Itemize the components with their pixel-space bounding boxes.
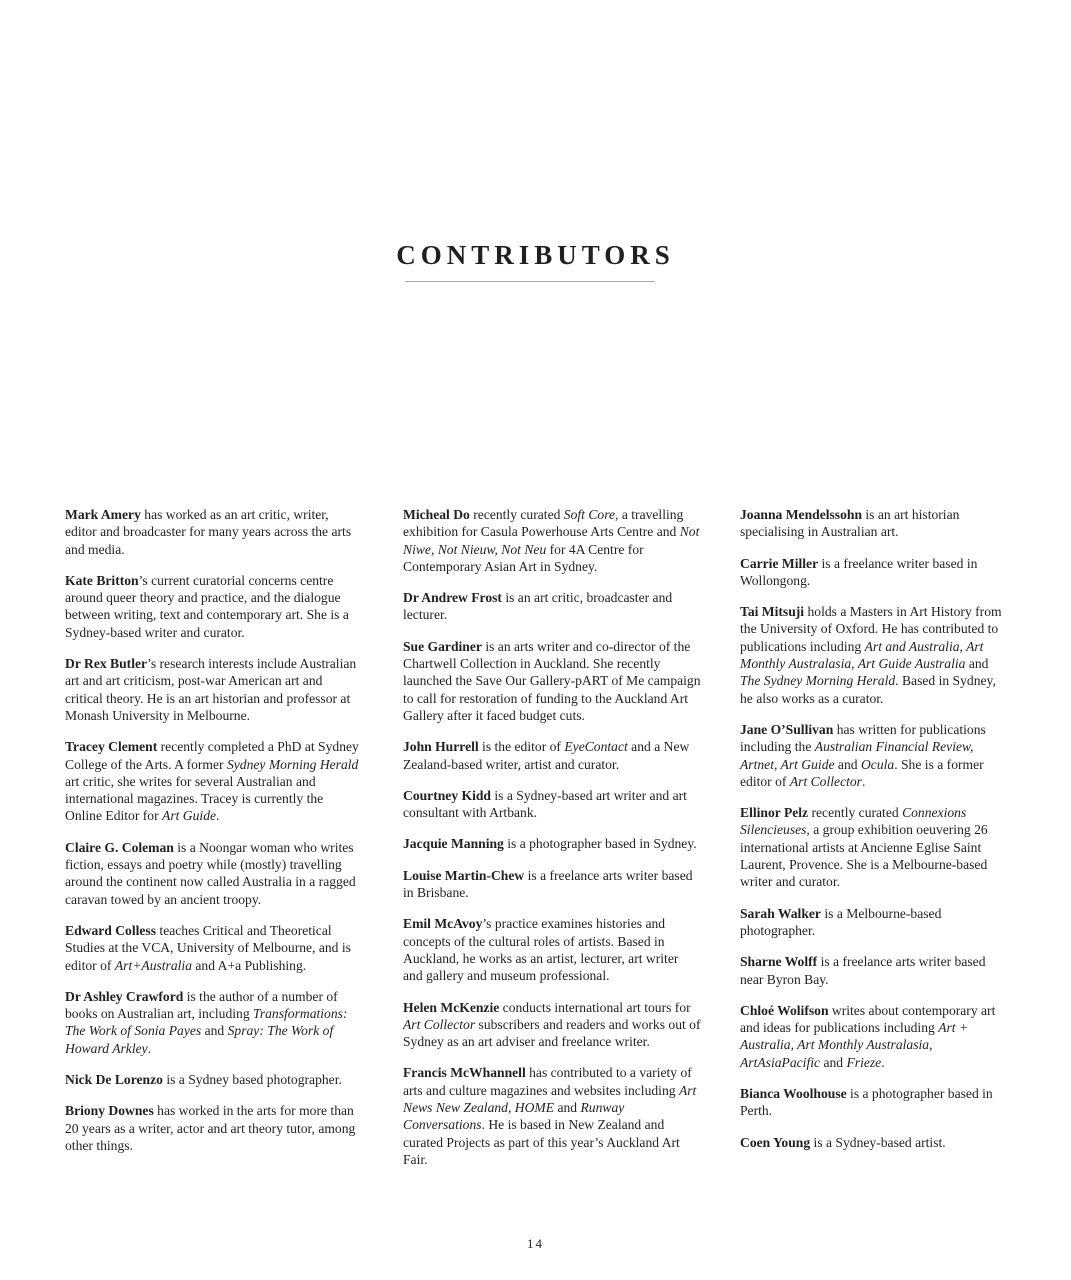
bio-text: has contributed to a variety of arts and culture magazines and websites including [403, 1065, 692, 1098]
bio-text: conducts international art tours for [499, 999, 691, 1015]
bio-text: ’s current curatorial concerns centre around queer theory and practice, and the dialogue between writing, text and contemporary art. She is a Sydney-based writer and curator. [65, 572, 349, 640]
contributor-entry [65, 738, 363, 824]
contributor-entry [403, 787, 701, 822]
contributor-entry [740, 1002, 1002, 1071]
publication-title: Connexions Silencieuses, [740, 805, 967, 838]
bio-text: . He is based in New Zealand and curated Projects as part of this year’s Auckland Art Fair. [403, 1117, 680, 1167]
bio-text: is a photographer based in Perth. [740, 1086, 993, 1119]
contributor-entry [65, 572, 363, 641]
publication-title: The Sydney Morning Herald [740, 673, 896, 689]
contributor-entry [65, 1071, 363, 1088]
bio-text: ’s practice examines histories and concepts of the cultural roles of artists. Based in Auckland, he works as an artist, lecturer, art writer and gallery and museum professional. [403, 916, 679, 984]
contributor-name: Coen Young [740, 1134, 811, 1150]
publication-title: Art Collector [789, 773, 862, 789]
contributor-name: Micheal Do [403, 507, 470, 522]
contributor-entry [403, 835, 701, 852]
publication-title: Art + Australia, Art Monthly Australasia, ArtAsiaPacific [740, 1020, 969, 1070]
contributor-name: Helen McKenzie [403, 999, 500, 1015]
bio-text: and A+a Publishing. [192, 957, 307, 973]
contributor-entry [65, 922, 363, 974]
contributor-name: Chloé Wolifson [740, 1002, 829, 1018]
contributor-name: Louise Martin-Chew [403, 867, 525, 883]
contributor-name: Jane O’Sullivan [740, 721, 834, 737]
publication-title: Not Niwe, Not Nieuw, Not Neu [403, 524, 700, 557]
bio-text: is a freelance arts writer based near Byron Bay. [740, 954, 986, 987]
contributor-name: Dr Andrew Frost [403, 590, 502, 606]
contributor-entry [403, 738, 701, 773]
contributor-entry [403, 867, 701, 902]
page-number: 14 [527, 1236, 544, 1251]
contributor-name: Sue Gardiner [403, 638, 482, 654]
contributor-entry [740, 603, 1002, 707]
bio-text: teaches Critical and Theoretical Studies at the VCA, University of Melbourne, and is editor of [65, 922, 351, 973]
bio-text: ’s research interests include Australian art and art criticism, post-war American art and critical theory. He is an art historian and professor at Monash University in Melbourne. [65, 656, 357, 723]
contributor-entry [403, 999, 701, 1051]
bio-text: and [201, 1023, 228, 1039]
bio-text: is a freelance arts writer based in Brisbane. [403, 867, 693, 901]
contributor-name: Courtney Kidd [403, 787, 491, 803]
contributor-entry [403, 589, 701, 624]
publication-title: Sydney Morning Herald [226, 756, 359, 772]
bio-text: recently completed a PhD at Sydney College of the Arts. A former [65, 739, 359, 772]
contributor-name: Briony Downes [65, 1103, 154, 1119]
bio-text: is a Melbourne-based photographer. [740, 905, 942, 938]
contributor-name: Claire G. Coleman [65, 839, 174, 855]
page-title: CONTRIBUTORS [396, 240, 675, 270]
bio-text: . [861, 773, 866, 789]
publication-title: Transformations: The Work of Sonia Payes [65, 1006, 348, 1039]
contributors-column-3 [740, 506, 1002, 1165]
contributor-name: Dr Ashley Crawford [65, 988, 184, 1004]
contributor-entry [740, 506, 1002, 541]
contributor-entry [740, 804, 1002, 890]
contributor-name: Sarah Walker [740, 905, 821, 921]
bio-text: is a Sydney-based artist. [810, 1134, 946, 1150]
bio-text: . Based in Sydney, he also works as a curator. [740, 673, 996, 706]
bio-text: recently curated [808, 805, 903, 821]
bio-text: a group exhibition oeuvering 26 international artists at Ancienne Eglise Saint Laurent, Provence. She is a Melbourne-based writer and curator. [740, 822, 988, 890]
bio-text: is the author of a number of books on Australian art, including [65, 988, 338, 1022]
bio-text: is a Noongar woman who writes fiction, essays and poetry while (mostly) travelling around the continent now called Australia in a ragged caravan towed by an ancient troopy. [65, 839, 356, 907]
contributors-column-2 [403, 506, 701, 1182]
bio-text: is an art critic, broadcaster and lecturer. [403, 590, 673, 623]
contributor-entry [403, 506, 701, 575]
bio-text: recently curated [469, 507, 564, 522]
bio-text: subscribers and readers and works out of Sydney as an art adviser and freelance writer. [403, 1016, 701, 1050]
bio-text: is the editor of [478, 739, 565, 755]
contributor-entry [740, 721, 1002, 790]
contributor-entry [403, 638, 701, 724]
contributor-entry [740, 953, 1002, 988]
contributor-entry [65, 1102, 363, 1154]
bio-text: is an arts writer and co-director of the Chartwell Collection in Auckland. She recently launched the Save Our Gallery-pART of Me campaign to call for restoration of funding to the Auckland Art Gallery after it faced budget cuts. [403, 638, 701, 723]
publication-title: Soft Core [563, 507, 616, 522]
contributor-name: Nick De Lorenzo [65, 1072, 163, 1088]
contributor-name: Bianca Woolhouse [740, 1086, 847, 1102]
contributor-entry [403, 915, 701, 984]
bio-text: and [820, 1054, 847, 1070]
bio-text: and a New Zealand-based writer, artist and curator. [403, 739, 690, 772]
contributor-name: Joanna Mendelssohn [740, 507, 862, 522]
publication-title: Ocula [860, 756, 895, 772]
contributor-entry [403, 1064, 701, 1168]
contributor-entry [65, 839, 363, 908]
contributor-entry [740, 905, 1002, 940]
bio-text: for 4A Centre for Contemporary Asian Art in Sydney. [403, 541, 644, 574]
title-underline [405, 281, 655, 282]
bio-text: has written for publications including the [740, 721, 986, 755]
bio-text: and [965, 656, 989, 672]
contributor-name: Sharne Wolff [740, 954, 818, 970]
bio-text: is a freelance writer based in Wollongong. [740, 555, 978, 588]
publication-title: Art+Australia [114, 957, 192, 973]
contributor-name: Tai Mitsuji [740, 604, 805, 620]
contributor-name: Carrie Miller [740, 555, 819, 571]
publication-title: Art Guide [162, 808, 217, 824]
bio-text: is an art historian specialising in Australian art. [740, 507, 960, 540]
bio-text: has worked in the arts for more than 20 years as a writer, actor and art theory tutor, among other things. [65, 1103, 356, 1153]
publication-title: Spray: The Work of Howard Arkley [65, 1023, 334, 1056]
bio-text: writes about contemporary art and ideas for publications including [740, 1002, 996, 1036]
contributor-name: Edward Colless [65, 922, 157, 938]
contributor-entry [65, 506, 363, 558]
contributor-entry [65, 988, 363, 1057]
publication-title: Art News New Zealand, HOME [403, 1082, 697, 1116]
contributor-entry [740, 1134, 1002, 1151]
bio-text: is a Sydney based photographer. [162, 1072, 342, 1088]
bio-text: is a photographer based in Sydney. [503, 836, 697, 852]
bio-text: . She is a former editor of [740, 756, 984, 789]
contributor-entry [740, 1085, 1002, 1120]
contributor-name: Tracey Clement [65, 739, 158, 755]
bio-text: holds a Masters in Art History from the University of Oxford. He has contributed to publications including [740, 604, 1002, 654]
contributor-name: John Hurrell [403, 739, 479, 755]
bio-text: . [216, 808, 220, 824]
contributor-name: Ellinor Pelz [740, 805, 809, 821]
contributors-column-1 [65, 506, 363, 1168]
contributor-entry [740, 555, 1002, 590]
contributor-name: Kate Britton [65, 572, 139, 588]
bio-text: . [881, 1054, 885, 1070]
bio-text: , a travelling exhibition for Casula Powerhouse Arts Centre and [403, 507, 684, 540]
contributor-name: Francis McWhannell [403, 1065, 526, 1081]
publication-title: Runway Conversations [403, 1100, 625, 1133]
contributor-name: Dr Rex Butler [65, 656, 148, 672]
bio-text: and [554, 1100, 581, 1116]
contributor-name: Emil McAvoy [403, 916, 483, 932]
bio-text: . [147, 1040, 152, 1056]
contributor-name: Jacquie Manning [403, 836, 504, 852]
contributor-name: Mark Amery [65, 507, 141, 522]
publication-title: Art and Australia, Art Monthly Australasia, Art Guide Australia [740, 638, 984, 672]
publication-title: Frieze [846, 1054, 882, 1070]
bio-text: art critic, she writes for several Australian and international magazines. Tracey is currently the Online Editor for [65, 773, 324, 824]
publication-title: EyeContact [564, 739, 628, 755]
publication-title: Art Collector [403, 1016, 476, 1032]
bio-text: and [834, 756, 861, 772]
publication-title: Australian Financial Review, Artnet, Art Guide [740, 739, 974, 772]
contributor-entry [65, 655, 363, 724]
bio-text: has worked as an art critic, writer, editor and broadcaster for many years across the arts and media. [65, 507, 352, 557]
bio-text: is a Sydney-based art writer and art consultant with Artbank. [403, 787, 687, 821]
